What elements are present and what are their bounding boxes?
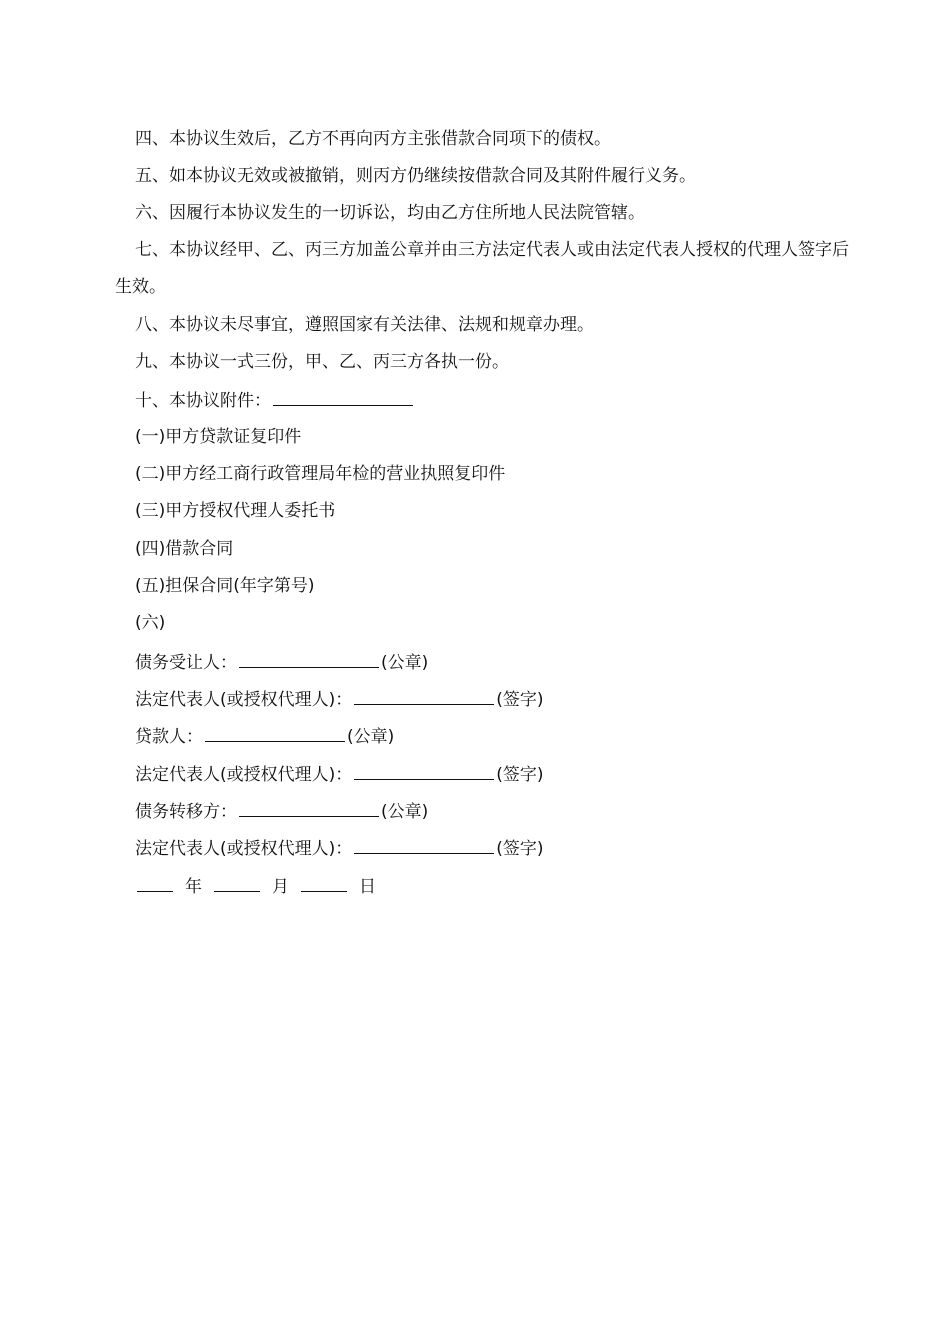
signature-blank xyxy=(205,724,345,742)
signature-line-lender xyxy=(135,724,394,748)
attachment-item: (一)甲方贷款证复印件 xyxy=(135,427,302,447)
signature-label: 债务受让人： xyxy=(135,653,237,673)
clause-9: 九、本协议一式三份，甲、乙、丙三方各执一份。 xyxy=(135,352,509,372)
signature-blank xyxy=(239,650,379,668)
month-label: 月 xyxy=(272,877,289,897)
attachment-blank xyxy=(273,388,413,406)
signature-line-representative-3 xyxy=(135,836,544,860)
attachment-item: (六) xyxy=(135,613,166,633)
day-label: 日 xyxy=(359,877,376,897)
signature-label: 债务转移方： xyxy=(135,802,237,822)
signature-line-transferor xyxy=(135,799,428,823)
signature-suffix: (签字) xyxy=(496,839,544,859)
month-blank xyxy=(214,874,260,892)
signature-suffix: (公章) xyxy=(381,653,429,673)
signature-suffix: (签字) xyxy=(496,765,544,785)
attachment-item: (五)担保合同(年字第号) xyxy=(135,576,315,596)
signature-label: 法定代表人(或授权代理人)： xyxy=(135,690,353,710)
signature-suffix: (公章) xyxy=(381,802,429,822)
signature-line-assignee xyxy=(135,650,428,674)
year-blank xyxy=(137,874,173,892)
signature-blank xyxy=(354,687,494,705)
signature-suffix: (签字) xyxy=(496,690,544,710)
clause-7: 七、本协议经甲、乙、丙三方加盖公章并由三方法定代表人或由法定代表人授权的代理人签字后生效。 xyxy=(115,240,849,297)
signature-label: 法定代表人(或授权代理人)： xyxy=(135,765,353,785)
clause-10 xyxy=(135,388,415,412)
signature-line-representative-2 xyxy=(135,762,544,786)
date-line xyxy=(135,874,376,898)
signature-suffix: (公章) xyxy=(347,727,395,747)
signature-line-representative-1 xyxy=(135,687,544,711)
attachment-item: (三)甲方授权代理人委托书 xyxy=(135,501,336,521)
clause-10-text: 十、本协议附件： xyxy=(135,391,271,411)
signature-blank xyxy=(354,762,494,780)
day-blank xyxy=(301,874,347,892)
signature-blank xyxy=(354,836,494,854)
signature-label: 法定代表人(或授权代理人)： xyxy=(135,839,353,859)
clause-5: 五、如本协议无效或被撤销，则丙方仍继续按借款合同及其附件履行义务。 xyxy=(135,166,696,186)
signature-blank xyxy=(239,799,379,817)
year-label: 年 xyxy=(185,877,202,897)
clause-6: 六、因履行本协议发生的一切诉讼，均由乙方住所地人民法院管辖。 xyxy=(135,203,645,223)
attachment-item: (二)甲方经工商行政管理局年检的营业执照复印件 xyxy=(135,464,506,484)
signature-label: 贷款人： xyxy=(135,727,203,747)
clause-8: 八、本协议未尽事宜，遵照国家有关法律、法规和规章办理。 xyxy=(135,315,594,335)
attachment-item: (四)借款合同 xyxy=(135,539,234,559)
clause-4: 四、本协议生效后，乙方不再向丙方主张借款合同项下的债权。 xyxy=(135,129,611,149)
